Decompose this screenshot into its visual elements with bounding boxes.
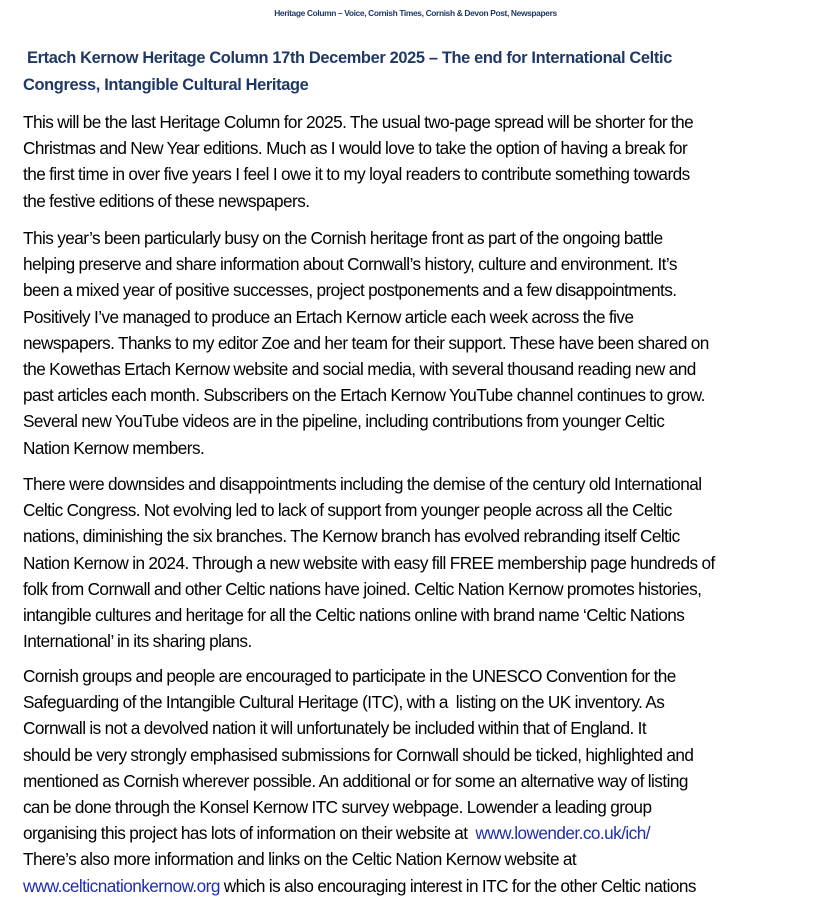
text-line: intangible cultures and heritage for all the Celtic nations online with brand name ‘Celtic Nations	[23, 605, 685, 626]
text-segment: which is also encouraging interest in ITC for the other Celtic nations	[219, 875, 696, 896]
text-line: nations, diminishing the six branches. The Kernow branch has evolved rebranding itself Celtic	[23, 526, 680, 547]
text-line: Christmas and New Year editions. Much as I would love to take the option of having a break for	[23, 138, 688, 159]
text-line: the festive editions of these newspapers.	[23, 190, 310, 211]
text-line: can be done through the Konsel Kernow ITC survey webpage. Lowender a leading group	[23, 797, 652, 818]
text-line: the first time in over five years I feel I owe it to my loyal readers to contribute something towards	[23, 164, 690, 185]
text-line: newspapers. Thanks to my editor Zoe and her team for their support. These have been shared on	[23, 332, 709, 353]
text-line: folk from Cornwall and other Celtic nations have joined. Celtic Nation Kernow promotes histories,	[23, 578, 702, 599]
paragraph-year-review	[23, 225, 823, 461]
text-line: past articles each month. Subscribers on the Ertach Kernow YouTube channel continues to grow.	[23, 385, 705, 406]
text-line: Cornish groups and people are encouraged to participate in the UNESCO Convention for the	[23, 666, 676, 686]
text-line: been a mixed year of positive successes, project postponements and a few disappointments.	[23, 280, 677, 301]
text-line: There’s also more information and links on the Celtic Nation Kernow website at	[23, 849, 577, 870]
text-line: International’ in its sharing plans.	[23, 631, 252, 652]
text-line: Nation Kernow in 2024. Through a new website with easy fill FREE membership page hundreds of	[23, 552, 715, 573]
text-line: Celtic Congress. Not evolving led to lack of support from younger people across all the Celtic	[23, 500, 672, 521]
text-line: helping preserve and share information about Cornwall’s history, culture and environment. It’s	[23, 254, 677, 275]
text-line: Cornwall is not a devolved nation it will unfortunately be included within that of England. It	[23, 718, 647, 739]
article-title-line-2: Congress, Intangible Cultural Heritage	[23, 76, 309, 94]
text-segment: organising this project has lots of information on their website at	[23, 823, 476, 844]
text-line: mentioned as Cornish wherever possible. An additional or for some an alternative way of listing	[23, 770, 688, 791]
celtic-nation-kernow-link[interactable]: www.celticnationkernow.org	[23, 875, 220, 896]
lowender-link[interactable]: www.lowender.co.uk/ich/	[475, 823, 650, 844]
text-line: Safeguarding of the Intangible Cultural Heritage (ITC), with a listing on the UK inventory. As	[23, 692, 665, 713]
text-line: Nation Kernow members.	[23, 437, 205, 458]
article-title	[23, 45, 813, 99]
text-line-with-link	[23, 820, 823, 846]
text-line: Several new YouTube videos are in the pipeline, including contributions from younger Celtic	[23, 411, 665, 432]
article-title-line-1: Ertach Kernow Heritage Column 17th December 2025 – The end for International Celtic	[27, 49, 672, 67]
paragraph-intro	[23, 109, 823, 214]
paragraph-unesco-itc	[23, 663, 823, 899]
text-line: should be very strongly emphasised submissions for Cornwall should be ticked, highlighted and	[23, 744, 694, 765]
paragraph-downsides	[23, 471, 823, 654]
text-line: This year’s been particularly busy on the Cornish heritage front as part of the ongoing battle	[23, 228, 663, 248]
text-line: This will be the last Heritage Column for 2025. The usual two-page spread will be shorter for the	[23, 112, 694, 132]
text-line: the Kowethas Ertach Kernow website and social media, with several thousand reading new and	[23, 359, 696, 380]
text-line: There were downsides and disappointments including the demise of the century old International	[23, 474, 702, 494]
masthead-heading: Heritage Column – Voice, Cornish Times, Cornish & Devon Post, Newspapers	[274, 8, 557, 18]
text-line: Positively I’ve managed to produce an Ertach Kernow article each week across the five	[23, 306, 634, 327]
